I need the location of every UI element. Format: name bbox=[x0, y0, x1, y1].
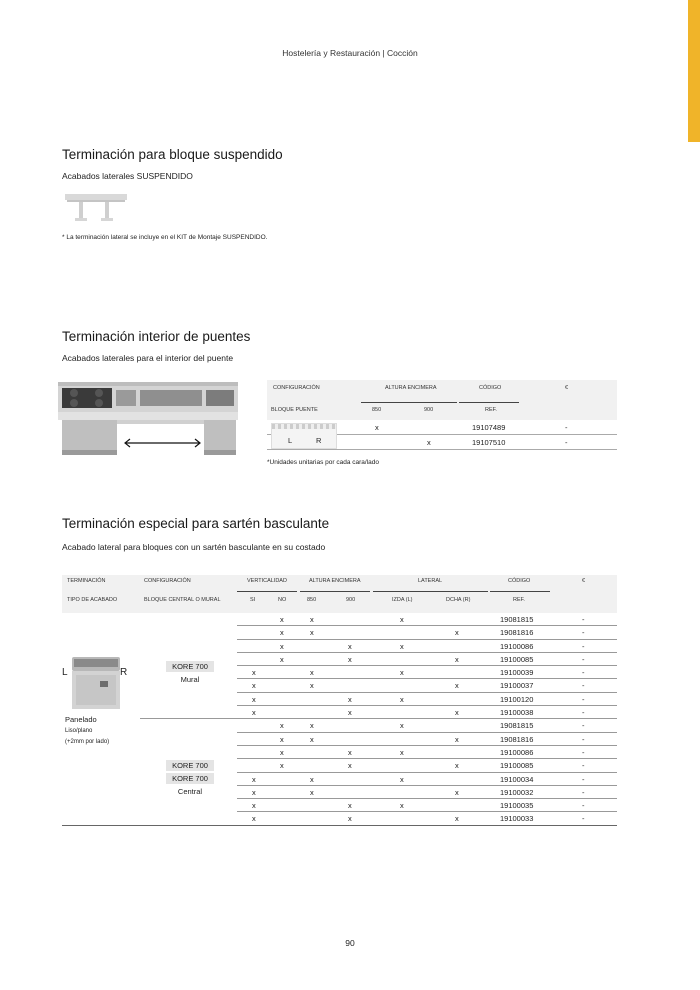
bridge-kitchen-block-image bbox=[54, 380, 242, 458]
cell-h900: x bbox=[348, 761, 352, 771]
sub-900: 900 bbox=[346, 597, 356, 603]
sarten-table-body bbox=[237, 613, 617, 826]
cell-si: x bbox=[252, 681, 256, 691]
col-altura-encimera: ALTURA ENCIMERA bbox=[309, 578, 361, 584]
table-row bbox=[237, 706, 617, 719]
puente-note: *Unidades unitarias por cada cara/lado bbox=[267, 459, 380, 466]
table-row bbox=[237, 786, 617, 799]
col-euro: € bbox=[565, 385, 569, 391]
table-row bbox=[237, 626, 617, 639]
kore-badge-central-a: KORE 700 bbox=[166, 760, 214, 771]
cell-si: x bbox=[252, 694, 256, 704]
table-row bbox=[237, 653, 617, 666]
cell-no: x bbox=[280, 747, 284, 757]
cell-dcha: x bbox=[455, 628, 459, 638]
suspendido-note: * La terminación lateral se incluye en el KIT de Montaje SUSPENDIDO. bbox=[62, 234, 268, 241]
sub-izda: IZDA (L) bbox=[392, 597, 413, 603]
cell-h850: x bbox=[310, 681, 314, 691]
sarten-table-header bbox=[62, 575, 617, 613]
cell-no: x bbox=[280, 615, 284, 624]
cell-ref: 19100034 bbox=[500, 774, 534, 784]
image-label-l: L bbox=[62, 667, 68, 678]
cell-price: - bbox=[582, 814, 585, 824]
suspended-bracket-illustration bbox=[65, 194, 127, 224]
col-euro: € bbox=[582, 578, 586, 584]
section-subtitle-sarten: Acabado lateral para bloques con un sartén basculante en su costado bbox=[62, 542, 326, 552]
cell-izda: x bbox=[400, 668, 404, 678]
finish-detail-1: Liso/plano bbox=[65, 728, 93, 734]
col-lateral: LATERAL bbox=[418, 578, 443, 584]
table-row bbox=[237, 640, 617, 653]
cell-price: - bbox=[582, 801, 585, 811]
cell-no: x bbox=[280, 641, 284, 651]
cell-izda: x bbox=[400, 747, 404, 757]
cell-dcha: x bbox=[455, 708, 459, 718]
cell-no: x bbox=[280, 721, 284, 731]
cell-no: x bbox=[280, 628, 284, 638]
table-row bbox=[237, 746, 617, 759]
col-altura-encimera: ALTURA ENCIMERA bbox=[385, 385, 437, 391]
cell-izda: x bbox=[400, 721, 404, 731]
finish-label: Panelado bbox=[65, 715, 97, 724]
cell-ref: 19100086 bbox=[500, 641, 534, 651]
config-mural: Mural bbox=[180, 675, 200, 684]
cell-dcha: x bbox=[455, 734, 459, 744]
cell-dcha: x bbox=[455, 681, 459, 691]
cell-ref: 19100085 bbox=[500, 654, 534, 664]
cell-price: - bbox=[582, 668, 585, 678]
config-central: Central bbox=[177, 787, 203, 796]
sub-850: 850 bbox=[372, 407, 382, 413]
cell-h900: x bbox=[348, 814, 352, 824]
section-title-sarten: Terminación especial para sartén basculante bbox=[62, 516, 330, 531]
col-configuracion: CONFIGURACIÓN bbox=[273, 385, 320, 391]
cell-price: - bbox=[582, 734, 585, 744]
table-row: x 19107489 - bbox=[267, 421, 617, 435]
section-title-suspendido: Terminación para bloque suspendido bbox=[62, 147, 283, 162]
cell-ref: 19100085 bbox=[500, 761, 534, 771]
cell-no: x bbox=[280, 654, 284, 664]
table-row bbox=[237, 733, 617, 746]
col-terminacion: TERMINACIÓN bbox=[67, 578, 106, 584]
cell-price: - bbox=[582, 774, 585, 784]
table-row bbox=[237, 773, 617, 786]
cell-no: x bbox=[280, 734, 284, 744]
cell-dcha: x bbox=[455, 654, 459, 664]
sub-ref: REF. bbox=[513, 597, 525, 603]
cell-ref: 19081816 bbox=[500, 734, 534, 744]
cell-si: x bbox=[252, 814, 256, 824]
table-row: x 19107510 - bbox=[267, 436, 617, 450]
col-configuracion: CONFIGURACIÓN bbox=[144, 578, 191, 584]
cell-dcha: x bbox=[455, 787, 459, 797]
cell-ref: 19100037 bbox=[500, 681, 534, 691]
cell-h850: x bbox=[310, 628, 314, 638]
cell-ref: 19081815 bbox=[500, 721, 534, 731]
table-row bbox=[237, 693, 617, 706]
cell-price: - bbox=[582, 787, 585, 797]
cell-izda: x bbox=[400, 641, 404, 651]
cell-izda: x bbox=[400, 694, 404, 704]
cell-price: - bbox=[582, 694, 585, 704]
cell-h900: x bbox=[348, 654, 352, 664]
table-row bbox=[237, 679, 617, 692]
col-codigo: CÓDIGO bbox=[508, 578, 531, 584]
sub-dcha: DCHA (R) bbox=[446, 597, 471, 603]
table-row bbox=[237, 613, 617, 626]
cell-ref: 19100039 bbox=[500, 668, 534, 678]
cell-h900: x bbox=[348, 708, 352, 718]
col-codigo: CÓDIGO bbox=[479, 385, 502, 391]
table-row bbox=[237, 719, 617, 732]
puente-table-header bbox=[267, 380, 617, 420]
table-row bbox=[237, 799, 617, 812]
cell-h900: x bbox=[348, 641, 352, 651]
table-row bbox=[237, 812, 617, 825]
cell-h850: x bbox=[310, 721, 314, 731]
col-verticalidad: VERTICALIDAD bbox=[247, 578, 287, 584]
cell-ref: 19100038 bbox=[500, 708, 534, 718]
lr-side-panel-illustration bbox=[271, 423, 337, 449]
page-header: Hostelería y Restauración | Cocción bbox=[282, 48, 418, 58]
cell-h850: x bbox=[310, 734, 314, 744]
cell-price: - bbox=[582, 641, 585, 651]
cell-h850: x bbox=[310, 787, 314, 797]
cell-si: x bbox=[252, 801, 256, 811]
sub-bloque-puente: BLOQUE PUENTE bbox=[271, 407, 318, 413]
cell-ref: 19100032 bbox=[500, 787, 534, 797]
section-subtitle-puentes: Acabados laterales para el interior del puente bbox=[62, 353, 234, 363]
cell-izda: x bbox=[400, 615, 404, 624]
section-subtitle-suspendido: Acabados laterales SUSPENDIDO bbox=[62, 171, 193, 181]
sub-bloque: BLOQUE CENTRAL O MURAL bbox=[144, 597, 221, 603]
cell-ref: 19100120 bbox=[500, 694, 534, 704]
cell-si: x bbox=[252, 708, 256, 718]
kore-badge-mural: KORE 700 bbox=[166, 661, 214, 672]
cell-ref: 19081816 bbox=[500, 628, 534, 638]
cell-h850: x bbox=[310, 615, 314, 624]
sub-tipo-acabado: TIPO DE ACABADO bbox=[67, 597, 118, 603]
cell-si: x bbox=[252, 668, 256, 678]
cell-price: - bbox=[582, 681, 585, 691]
cell-dcha: x bbox=[455, 814, 459, 824]
section-title-puentes: Terminación interior de puentes bbox=[62, 329, 251, 344]
cell-ref: 19081815 bbox=[500, 615, 534, 624]
kore-badge-central-b: KORE 700 bbox=[166, 773, 214, 784]
image-label-r: R bbox=[120, 667, 128, 678]
cell-price: - bbox=[582, 654, 585, 664]
cell-ref: 19100033 bbox=[500, 814, 534, 824]
label-r: R bbox=[316, 436, 322, 445]
cell-h850: x bbox=[310, 774, 314, 784]
finish-detail-2: (+2mm por lado) bbox=[65, 739, 110, 745]
sub-900: 900 bbox=[424, 407, 434, 413]
section-tab-accent bbox=[688, 0, 700, 142]
sub-no: NO bbox=[278, 597, 287, 603]
sub-ref: REF. bbox=[485, 407, 497, 413]
cell-price: - bbox=[582, 761, 585, 771]
sub-si: SI bbox=[250, 597, 256, 603]
cell-ref: 19100086 bbox=[500, 747, 534, 757]
cell-h900: x bbox=[348, 747, 352, 757]
tilting-pan-image bbox=[60, 651, 132, 711]
table-row bbox=[237, 666, 617, 679]
cell-h900: x bbox=[348, 694, 352, 704]
label-l: L bbox=[288, 436, 293, 445]
cell-h850: x bbox=[310, 668, 314, 678]
cell-h900: x bbox=[348, 801, 352, 811]
cell-price: - bbox=[582, 747, 585, 757]
cell-no: x bbox=[280, 761, 284, 771]
page-number: 90 bbox=[345, 938, 355, 948]
cell-izda: x bbox=[400, 801, 404, 811]
sub-850: 850 bbox=[307, 597, 317, 603]
cell-izda: x bbox=[400, 774, 404, 784]
cell-si: x bbox=[252, 787, 256, 797]
cell-dcha: x bbox=[455, 761, 459, 771]
cell-price: - bbox=[582, 708, 585, 718]
table-row bbox=[237, 759, 617, 772]
cell-ref: 19100035 bbox=[500, 801, 534, 811]
cell-price: - bbox=[582, 721, 585, 731]
cell-price: - bbox=[582, 628, 585, 638]
cell-si: x bbox=[252, 774, 256, 784]
cell-price: - bbox=[582, 615, 585, 624]
